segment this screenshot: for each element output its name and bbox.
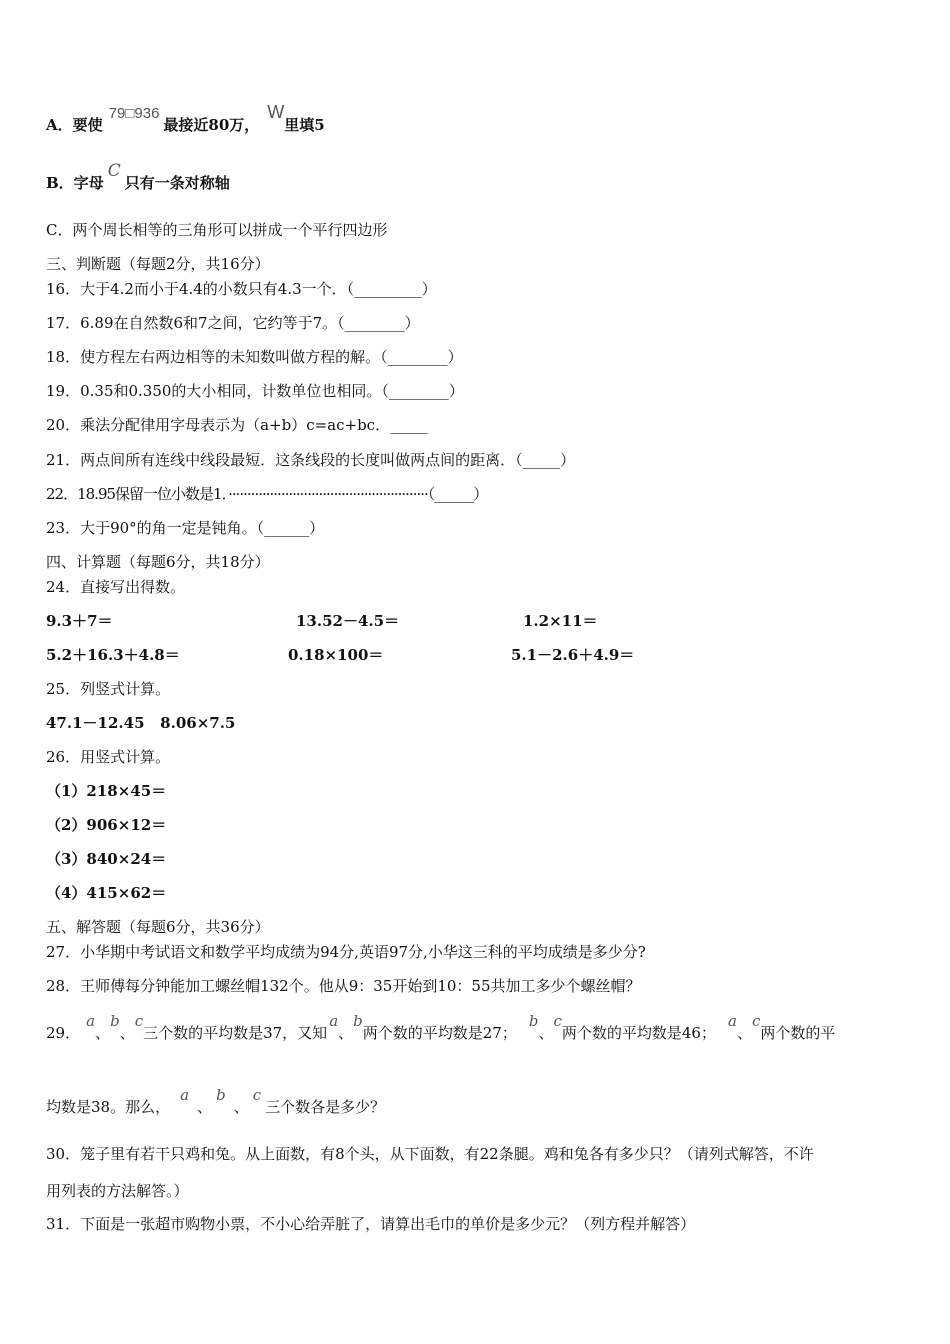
calc-item: 9.3＋7＝ — [46, 612, 113, 630]
q29-text4: 两个数的平 — [760, 1024, 836, 1042]
question-29-line2 — [46, 1086, 386, 1117]
question-28: 28．王师傅每分钟能加工螺丝帽132个。他从9：35开始到10：55共加工多少个螺丝帽？ — [46, 977, 641, 995]
question-25-title: 25．列竖式计算。 — [46, 680, 171, 698]
option-b-suffix: 只有一条对称轴 — [124, 174, 230, 192]
var-c: c — [751, 1012, 761, 1030]
option-a-number: 79□936 — [108, 105, 160, 122]
question-24-title: 24．直接写出得数。 — [46, 578, 186, 596]
question-31: 31．下面是一张超市购物小票，不小心给弄脏了，请算出毛巾的单价是多少元？（列方程并解答） — [46, 1215, 696, 1233]
var-a: a — [727, 1012, 737, 1030]
calc-item: 0.18×100＝ — [288, 646, 384, 664]
question-30-line2: 用列表的方法解答。） — [46, 1182, 189, 1200]
calc-item: 5.2＋16.3＋4.8＝ — [46, 646, 180, 664]
question-27: 27．小华期中考试语文和数学平均成绩为94分,英语97分,小华这三科的平均成绩是多少分? — [46, 943, 646, 961]
option-b-var: C — [107, 161, 121, 181]
option-c: C．两个周长相等的三角形可以拼成一个平行四边形 — [46, 221, 388, 239]
section4-title: 四、计算题（每题6分，共18分） — [46, 553, 270, 571]
question-26-title: 26．用竖式计算。 — [46, 748, 171, 766]
var-a: a — [180, 1086, 190, 1104]
separator: 、 — [197, 1098, 213, 1116]
var-b: b — [216, 1086, 226, 1104]
question-26-item: （4）415×62＝ — [46, 884, 167, 902]
q29-text2: 两个数的平均数是27； — [362, 1024, 517, 1042]
var-c: c — [252, 1086, 262, 1104]
section3-title: 三、判断题（每题2分，共16分） — [46, 255, 270, 273]
option-a-middle: 最接近80万， — [163, 116, 260, 134]
option-a — [46, 102, 325, 136]
question-26-item: （1）218×45＝ — [46, 782, 167, 800]
question-23: 23．大于90°的角一定是钝角。（______） — [46, 519, 325, 537]
question-29-line1 — [46, 1012, 836, 1043]
calc-item: 1.2×11＝ — [523, 612, 598, 630]
option-b-prefix: B．字母 — [46, 174, 104, 192]
section5-title: 五、解答题（每题6分，共36分） — [46, 918, 270, 936]
var-b: b — [110, 1012, 120, 1030]
question-16: 16．大于4.2而小于4.4的小数只有4.3一个．（_________） — [46, 280, 437, 298]
option-a-var: W — [267, 102, 285, 122]
separator: 、 — [736, 1024, 752, 1042]
question-19: 19．0.35和0.350的大小相同，计数单位也相同。（________） — [46, 382, 464, 400]
separator: 、 — [338, 1024, 354, 1042]
question-30-line1: 30．笼子里有若干只鸡和兔。从上面数，有8个头，从下面数，有22条腿。鸡和兔各有多少只？（请列式解答，不许 — [46, 1145, 814, 1163]
calc-item: 5.1－2.6＋4.9＝ — [511, 646, 635, 664]
option-a-prefix: A．要使 — [46, 116, 103, 134]
question-26-item: （3）840×24＝ — [46, 850, 167, 868]
q29-line2a: 均数是38。那么， — [46, 1098, 171, 1116]
option-a-suffix: 里填5 — [284, 116, 325, 134]
question-22: 22．18.95保留一位小数是1．·····················································（______） — [46, 485, 488, 503]
question-21: 21．两点间所有连线中线段最短．这条线段的长度叫做两点间的距离．（_____） — [46, 451, 576, 469]
separator: 、 — [95, 1024, 111, 1042]
calc-item: 13.52－4.5＝ — [296, 612, 400, 630]
question-26-item: （2）906×12＝ — [46, 816, 167, 834]
var-a: a — [86, 1012, 96, 1030]
q29-text1: 三个数的平均数是37，又知 — [143, 1024, 328, 1042]
var-b: b — [528, 1012, 539, 1030]
question-18: 18．使方程左右两边相等的未知数叫做方程的解。（________） — [46, 348, 463, 366]
var-a: a — [329, 1012, 339, 1030]
question-20: 20．乘法分配律用字母表示为（a+b）c=ac+bc．_____ — [46, 416, 428, 434]
question-25-items: 47.1－12.45 8.06×7.5 — [46, 714, 236, 732]
question-17: 17．6.89在自然数6和7之间，它约等于7。（________） — [46, 314, 420, 332]
separator: 、 — [119, 1024, 135, 1042]
var-b: b — [353, 1012, 363, 1030]
q29-text3: 两个数的平均数是46； — [561, 1024, 716, 1042]
option-b — [46, 161, 230, 193]
var-c: c — [134, 1012, 144, 1030]
q29-number: 29． — [46, 1024, 81, 1042]
separator: 、 — [538, 1024, 554, 1042]
separator: 、 — [233, 1098, 249, 1116]
var-c: c — [553, 1012, 562, 1030]
q29-line2b: 三个数各是多少？ — [265, 1098, 386, 1116]
